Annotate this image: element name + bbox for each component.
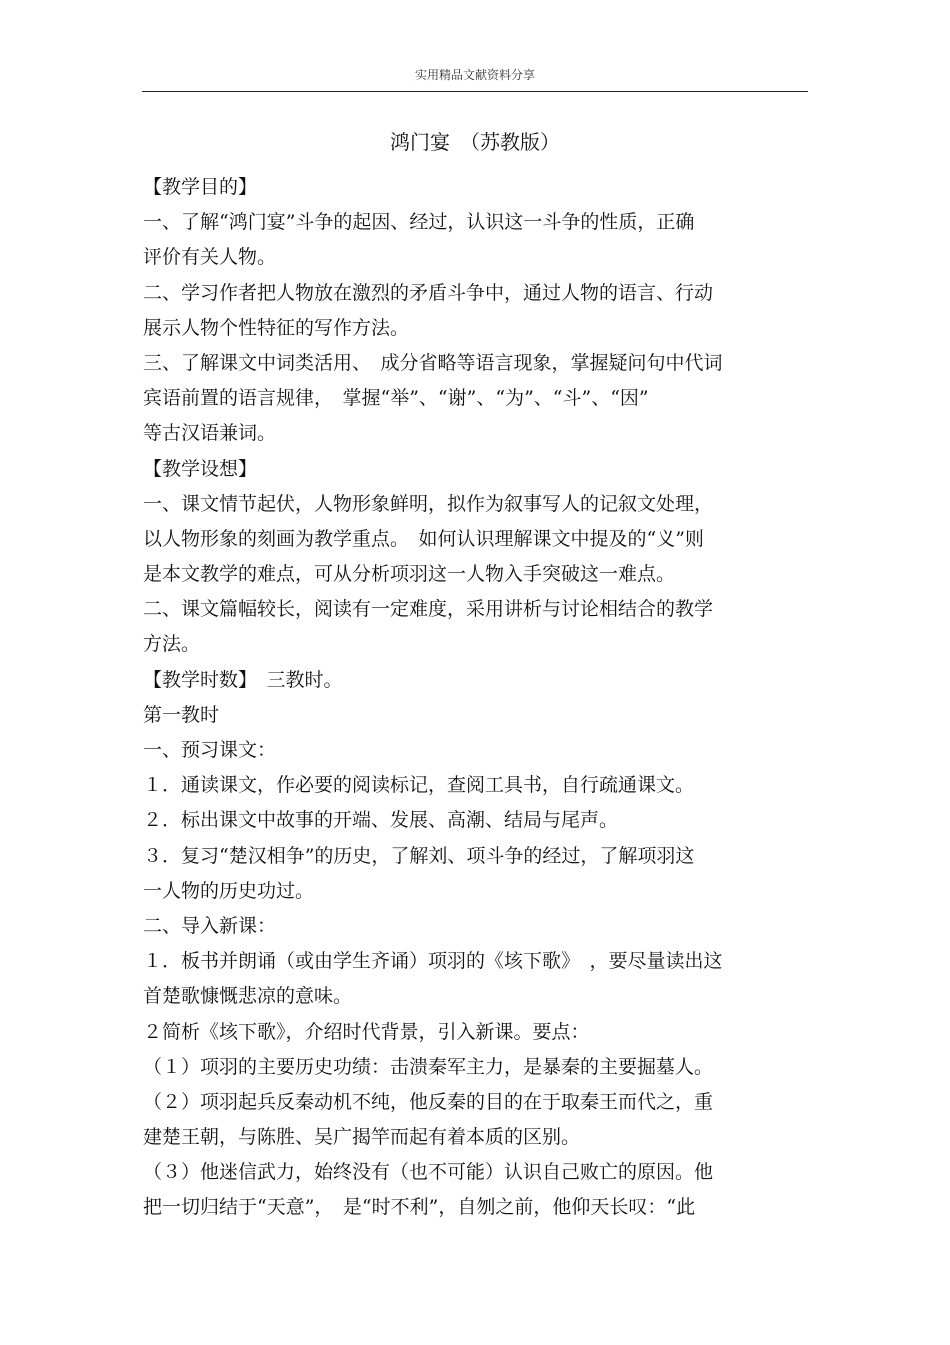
- section-heading-periods: 【教学时数】 三教时。: [143, 668, 343, 691]
- text-line: ２简析《垓下歌》，介绍时代背景，引入新课。要点：: [143, 1020, 590, 1043]
- text-line: （２）项羽起兵反秦动机不纯，他反秦的目的在于取秦王而代之，重: [143, 1090, 714, 1113]
- text-line: 等古汉语兼词。: [143, 422, 277, 445]
- text-line: 建楚王朝，与陈胜、吴广揭竿而起有着本质的区别。: [143, 1126, 581, 1149]
- text-line: 宾语前置的语言规律， 掌握“举”、“谢”、“为”、“斗”、“因”: [143, 387, 649, 410]
- text-line: 方法。: [143, 633, 201, 656]
- section-heading-design: 【教学设想】: [143, 457, 258, 480]
- text-line: 是本文教学的难点，可从分析项羽这一人物入手突破这一难点。: [143, 563, 676, 586]
- header-divider: [142, 91, 808, 92]
- text-line: （１）项羽的主要历史功绩：击溃秦军主力，是暴秦的主要掘墓人。: [143, 1055, 714, 1078]
- document-title: 鸿门宴 （苏教版）: [390, 130, 560, 154]
- text-line: 以人物形象的刻画为教学重点。 如何认识理解课文中提及的“义”则: [143, 527, 704, 550]
- text-line: 一人物的历史功过。: [143, 879, 315, 902]
- text-line: 评价有关人物。: [143, 246, 277, 269]
- document-body: [143, 170, 823, 1226]
- text-line: 首楚歌慷慨悲凉的意味。: [143, 985, 353, 1008]
- text-line: ３．复习“楚汉相争”的历史，了解刘、项斗争的经过，了解项羽这: [143, 844, 695, 867]
- text-line: 把一切归结于“天意”， 是“时不利”，自刎之前，他仰天长叹：“此: [143, 1196, 696, 1219]
- text-line: 一、了解“鸿门宴”斗争的起因、经过，认识这一斗争的性质，正确: [143, 211, 695, 234]
- text-line: 二、课文篇幅较长，阅读有一定难度，采用讲析与讨论相结合的教学: [143, 598, 714, 621]
- text-line: １．板书并朗诵（或由学生齐诵）项羽的《垓下歌》 ，要尽量读出这: [143, 950, 723, 973]
- text-line: （３）他迷信武力，始终没有（也不可能）认识自己败亡的原因。他: [143, 1161, 714, 1184]
- text-line: 二、导入新课：: [143, 914, 277, 937]
- text-line: 一、预习课文：: [143, 739, 277, 761]
- subheading-first-period: 第一教时: [143, 703, 220, 726]
- text-line: 二、学习作者把人物放在激烈的矛盾斗争中，通过人物的语言、行动: [143, 281, 714, 304]
- section-heading-objectives: 【教学目的】: [143, 176, 258, 198]
- text-line: 一、课文情节起伏，人物形象鲜明，拟作为叙事写人的记叙文处理，: [143, 492, 714, 515]
- text-line: 三、了解课文中词类活用、 成分省略等语言现象，掌握疑问句中代词: [143, 351, 723, 374]
- page-header: 实用精品文献资料分享: [414, 68, 535, 82]
- text-line: 展示人物个性特征的写作方法。: [143, 316, 410, 339]
- text-line: １．通读课文，作必要的阅读标记，查阅工具书，自行疏通课文。: [143, 774, 695, 797]
- text-line: ２．标出课文中故事的开端、发展、高潮、结局与尾声。: [143, 809, 619, 832]
